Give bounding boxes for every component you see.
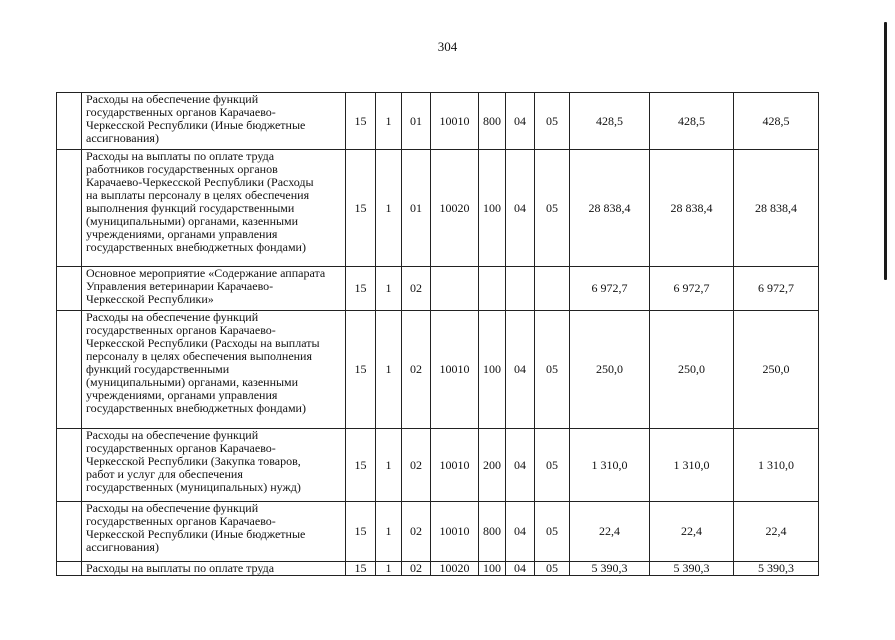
code-cell-4: 10010 [431, 93, 479, 150]
row-index-cell [57, 311, 82, 429]
amount-cell-3: 250,0 [734, 311, 819, 429]
amount-cell-1: 250,0 [570, 311, 650, 429]
amount-cell-2: 5 390,3 [650, 562, 734, 576]
code-cell-2: 1 [376, 502, 402, 562]
code-cell-4: 10020 [431, 562, 479, 576]
code-cell-6: 04 [506, 429, 535, 502]
description-cell: Расходы на обеспечение функций государственных органов Карачаево- Черкесской Республики (Иные бюджетные ассигнования) [82, 93, 346, 150]
code-cell-5: 800 [479, 93, 506, 150]
row-index-cell [57, 429, 82, 502]
code-cell-2: 1 [376, 311, 402, 429]
code-cell-2: 1 [376, 429, 402, 502]
code-cell-5 [479, 267, 506, 311]
code-cell-2: 1 [376, 93, 402, 150]
table-row [57, 311, 819, 429]
amount-cell-2: 6 972,7 [650, 267, 734, 311]
code-cell-3: 01 [402, 150, 431, 267]
amount-cell-2: 1 310,0 [650, 429, 734, 502]
code-cell-1: 15 [346, 267, 376, 311]
code-cell-4: 10010 [431, 311, 479, 429]
description-cell: Расходы на обеспечение функций государственных органов Карачаево- Черкесской Республики (Иные бюджетные ассигнования) [82, 502, 346, 562]
code-cell-3: 02 [402, 267, 431, 311]
amount-cell-2: 28 838,4 [650, 150, 734, 267]
amount-cell-1: 22,4 [570, 502, 650, 562]
amount-cell-3: 5 390,3 [734, 562, 819, 576]
table-row [57, 562, 819, 576]
amount-cell-2: 22,4 [650, 502, 734, 562]
code-cell-5: 100 [479, 562, 506, 576]
code-cell-3: 01 [402, 93, 431, 150]
amount-cell-1: 5 390,3 [570, 562, 650, 576]
code-cell-6: 04 [506, 311, 535, 429]
amount-cell-2: 250,0 [650, 311, 734, 429]
code-cell-5: 200 [479, 429, 506, 502]
amount-cell-3: 22,4 [734, 502, 819, 562]
code-cell-7: 05 [535, 93, 570, 150]
code-cell-6: 04 [506, 93, 535, 150]
code-cell-1: 15 [346, 429, 376, 502]
code-cell-1: 15 [346, 562, 376, 576]
amount-cell-2: 428,5 [650, 93, 734, 150]
description-cell: Расходы на выплаты по оплате труда работников государственных органов Карачаево-Черкесской Республики (Расходы на выплаты персоналу в целях обеспечения выполнения функций государственными (муниципальными) органами, казенными учреждениями, органами управления государственных внебюджетных фондами) [82, 150, 346, 267]
code-cell-5: 100 [479, 311, 506, 429]
table-row [57, 267, 819, 311]
description-cell: Расходы на обеспечение функций государственных органов Карачаево- Черкесской Республики (Закупка товаров, работ и услуг для обеспечения государственных (муниципальных) нужд) [82, 429, 346, 502]
code-cell-7: 05 [535, 502, 570, 562]
description-cell: Расходы на выплаты по оплате труда [82, 562, 346, 576]
code-cell-3: 02 [402, 562, 431, 576]
row-index-cell [57, 93, 82, 150]
code-cell-6: 04 [506, 150, 535, 267]
amount-cell-3: 428,5 [734, 93, 819, 150]
code-cell-2: 1 [376, 150, 402, 267]
code-cell-3: 02 [402, 502, 431, 562]
table-row [57, 429, 819, 502]
scan-edge-mark [884, 22, 887, 280]
code-cell-3: 02 [402, 311, 431, 429]
code-cell-1: 15 [346, 311, 376, 429]
amount-cell-1: 1 310,0 [570, 429, 650, 502]
code-cell-7: 05 [535, 429, 570, 502]
description-cell: Расходы на обеспечение функций государственных органов Карачаево- Черкесской Республики (Расходы на выплаты персоналу в целях обеспечения выполнения функций государственными (муниципальными) органами, казенными учреждениями, органами управления государственных внебюджетных фондами) [82, 311, 346, 429]
code-cell-6: 04 [506, 562, 535, 576]
code-cell-6: 04 [506, 502, 535, 562]
code-cell-4 [431, 267, 479, 311]
table-row [57, 150, 819, 267]
budget-table [56, 92, 819, 576]
code-cell-5: 100 [479, 150, 506, 267]
code-cell-2: 1 [376, 562, 402, 576]
amount-cell-3: 1 310,0 [734, 429, 819, 502]
code-cell-7: 05 [535, 311, 570, 429]
code-cell-4: 10010 [431, 502, 479, 562]
code-cell-3: 02 [402, 429, 431, 502]
code-cell-1: 15 [346, 150, 376, 267]
code-cell-6 [506, 267, 535, 311]
table-row [57, 502, 819, 562]
code-cell-4: 10020 [431, 150, 479, 267]
description-cell: Основное мероприятие «Содержание аппарата Управления ветеринарии Карачаево- Черкесской Республики» [82, 267, 346, 311]
row-index-cell [57, 562, 82, 576]
code-cell-1: 15 [346, 502, 376, 562]
row-index-cell [57, 502, 82, 562]
code-cell-5: 800 [479, 502, 506, 562]
table-row [57, 93, 819, 150]
code-cell-7: 05 [535, 562, 570, 576]
page-number: 304 [437, 39, 458, 54]
row-index-cell [57, 150, 82, 267]
row-index-cell [57, 267, 82, 311]
amount-cell-3: 28 838,4 [734, 150, 819, 267]
amount-cell-1: 6 972,7 [570, 267, 650, 311]
amount-cell-3: 6 972,7 [734, 267, 819, 311]
code-cell-1: 15 [346, 93, 376, 150]
code-cell-4: 10010 [431, 429, 479, 502]
code-cell-7: 05 [535, 150, 570, 267]
amount-cell-1: 428,5 [570, 93, 650, 150]
code-cell-7 [535, 267, 570, 311]
code-cell-2: 1 [376, 267, 402, 311]
amount-cell-1: 28 838,4 [570, 150, 650, 267]
